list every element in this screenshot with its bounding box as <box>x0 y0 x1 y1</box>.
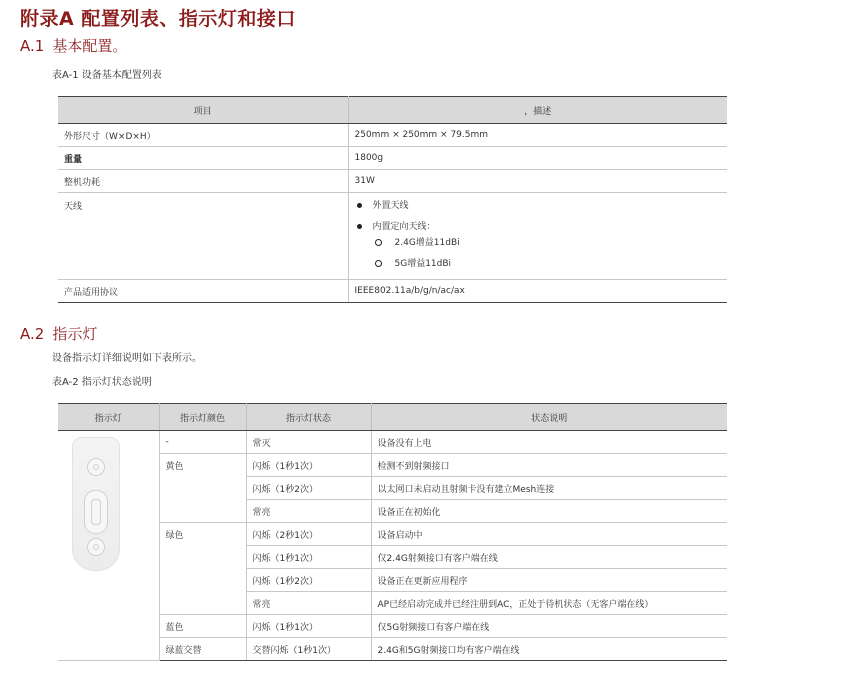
sub-bullet-list <box>355 236 722 278</box>
table-cell: 交替闪烁（1秒1次） <box>246 638 371 661</box>
table-cell: 绿色 <box>159 523 246 615</box>
table-cell: 常亮 <box>246 500 371 523</box>
table-cell: 设备正在初始化 <box>371 500 727 523</box>
table-cell: 闪烁（1秒1次） <box>246 546 371 569</box>
table-cell: 设备正在更新应用程序 <box>371 569 727 592</box>
table-cell: 黄色 <box>159 454 246 523</box>
table-row <box>58 280 727 303</box>
table-cell: 以太网口未启动且射频卡没有建立Mesh连接 <box>371 477 727 500</box>
table-cell: 绿蓝交替 <box>159 638 246 661</box>
table-caption-a2: 表A-2 指示灯状态说明 <box>52 377 152 388</box>
basic-config-table <box>58 96 727 303</box>
table-cell: 设备启动中 <box>371 523 727 546</box>
table-cell: - <box>159 431 246 454</box>
table-row <box>58 523 727 546</box>
table-cell: 闪烁（1秒2次） <box>246 477 371 500</box>
appendix-title: 附录A 配置列表、指示灯和接口 <box>20 8 296 30</box>
table-cell: 仅5G射频接口有客户端在线 <box>371 615 727 638</box>
table-cell: 常灭 <box>246 431 371 454</box>
bullet-item <box>355 220 722 278</box>
table-cell: IEEE802.11a/b/g/n/ac/ax <box>348 280 727 303</box>
sub-bullet-item: 2.4G增益11dBi <box>355 236 722 257</box>
table-cell: 2.4G和5G射频接口均有客户端在线 <box>371 638 727 661</box>
table-header-row <box>58 404 727 431</box>
sub-bullet-item: 5G增益11dBi <box>355 257 722 278</box>
table-row <box>58 170 727 193</box>
column-header: 状态说明 <box>371 404 727 431</box>
table-row <box>58 124 727 147</box>
table-cell: 闪烁（2秒1次） <box>246 523 371 546</box>
indicator-bar-icon <box>84 490 108 534</box>
table-cell: 蓝色 <box>159 615 246 638</box>
indicator-ring-icon <box>87 538 105 556</box>
table-cell: 天线 <box>58 193 348 280</box>
indicator-status-table <box>58 403 727 661</box>
device-image-cell <box>58 431 159 661</box>
table-cell: 外形尺寸（W×D×H） <box>58 124 348 147</box>
table-cell: 仅2.4G射频接口有客户端在线 <box>371 546 727 569</box>
table-cell: 常亮 <box>246 592 371 615</box>
column-header: 指示灯状态 <box>246 404 371 431</box>
bullet-list <box>355 199 722 278</box>
table-cell: 闪烁（1秒1次） <box>246 615 371 638</box>
table-header-row <box>58 97 727 124</box>
table-cell: 31W <box>348 170 727 193</box>
section-title: 指示灯 <box>52 325 98 343</box>
table-cell: 检测不到射频接口 <box>371 454 727 477</box>
table-cell: 1800g <box>348 147 727 170</box>
table-caption-a1: 表A-1 设备基本配置列表 <box>52 70 162 81</box>
table-row <box>58 147 727 170</box>
table-cell: AP已经启动完成并已经注册到AC，正处于待机状态（无客户端在线） <box>371 592 727 615</box>
table-cell: 闪烁（1秒1次） <box>246 454 371 477</box>
device-front-illustration <box>72 437 120 571</box>
table-row <box>58 615 727 638</box>
table-cell: 设备没有上电 <box>371 431 727 454</box>
table-cell: 产品适用协议 <box>58 280 348 303</box>
column-header: 项目 <box>58 97 348 124</box>
column-header: 指示灯颜色 <box>159 404 246 431</box>
table-cell: 250mm × 250mm × 79.5mm <box>348 124 727 147</box>
section-heading-a2 <box>20 323 97 344</box>
section-heading-a1 <box>20 35 127 56</box>
table-cell: 闪烁（1秒2次） <box>246 569 371 592</box>
table-row <box>58 454 727 477</box>
table-row <box>58 638 727 661</box>
table-row <box>58 431 727 454</box>
section-title: 基本配置。 <box>52 37 128 55</box>
bullet-item: 外置天线 <box>355 199 722 220</box>
section-number: A.1 <box>20 37 45 55</box>
column-header: 指示灯 <box>58 404 159 431</box>
column-header: ，描述 <box>348 97 727 124</box>
bullet-text: 内置定向天线： <box>372 222 436 232</box>
section-number: A.2 <box>20 325 45 343</box>
table-cell: 重量 <box>58 147 348 170</box>
table-row <box>58 193 727 280</box>
indicator-ring-icon <box>87 458 105 476</box>
table-cell: 整机功耗 <box>58 170 348 193</box>
section-intro: 设备指示灯详细说明如下表所示。 <box>52 353 202 364</box>
antenna-description <box>348 193 727 280</box>
